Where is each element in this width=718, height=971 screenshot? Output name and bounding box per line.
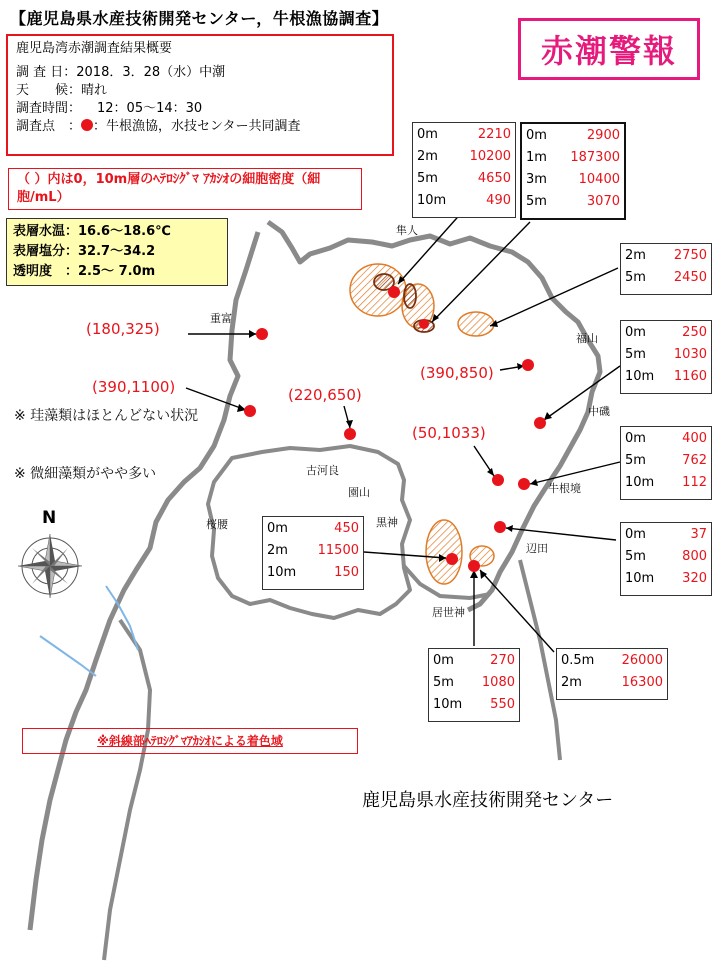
station-box-east <box>620 243 712 295</box>
depth-table: 0m 2900 1m 187300 3m 10400 5m 3070 <box>526 127 620 209</box>
compass-rose <box>18 534 82 598</box>
summary-time: 調査時間： 12：05～14：30 <box>16 101 203 116</box>
place-sonoyama: 園山 <box>348 486 370 499</box>
place-fukuyama: 福山 <box>576 332 598 345</box>
place-ushinezakai: 牛根境 <box>548 482 581 495</box>
surface-salinity: 表層塩分：32.7～34.2 <box>13 244 156 259</box>
place-kokora: 古河良 <box>306 464 339 477</box>
depth-table: 2m 2750 5m 2450 <box>625 247 707 285</box>
summary-point: 調査点 ： ：牛根漁協，水技センター共同調査 <box>16 119 301 134</box>
red-tide-patch-east <box>458 312 494 336</box>
depth-table: 0m 37 5m 800 10m 320 <box>625 526 707 586</box>
place-nakaiso: 中磯 <box>588 405 610 418</box>
station-dot-hayato-2 <box>419 319 429 329</box>
density-note: （ ）内は0，10m層のﾍﾃﾛｼｸﾞﾏ ｱｶｼｵの細胞密度（細胞/mL） <box>8 168 362 210</box>
river-line-2 <box>40 636 96 676</box>
compass-north-label: N <box>42 508 57 528</box>
station-box-koseji-a <box>428 648 520 722</box>
summary-weather: 天 候：晴れ <box>16 83 108 98</box>
depth-table: 0m 450 2m 11500 10m 150 <box>267 520 359 580</box>
depth-table: 0m 250 5m 1030 10m 1160 <box>625 324 707 384</box>
coastline-right-lower <box>520 560 560 760</box>
depth-table: 0m 400 5m 762 10m 112 <box>625 430 707 490</box>
place-henda: 辺田 <box>526 542 548 555</box>
station-box-ushine <box>620 426 712 500</box>
coord-west: (390,1100) <box>92 378 176 396</box>
red-tide-patch-kurokami <box>426 520 462 584</box>
red-tide-alert-badge: 赤潮警報 <box>518 18 700 80</box>
place-hayato: 隼人 <box>396 224 418 237</box>
summary-date: 調 査 日：2018．3．28（水）中潮 <box>16 65 226 80</box>
station-box-fukuyama <box>620 320 712 394</box>
transparency: 透明度 ：2.5～ 7.0m <box>13 264 156 279</box>
coord-center: (220,650) <box>288 386 362 404</box>
station-dot-fukuyama <box>534 417 546 429</box>
coord-north-center: (390,850) <box>420 364 494 382</box>
station-box-kurokami <box>262 516 364 590</box>
station-box-henda <box>620 522 712 596</box>
depth-table: 0m 270 5m 1080 10m 550 <box>433 652 515 712</box>
depth-table: 0.5m 26000 2m 16300 <box>561 652 663 690</box>
station-marker-icon <box>81 119 93 131</box>
coord-nakaiso: (50,1033) <box>412 424 486 442</box>
depth-table: 0m 2210 2m 10200 5m 4650 10m 490 <box>417 126 511 208</box>
station-dot-shigetomi <box>256 328 268 340</box>
station-dot-north-center <box>522 359 534 371</box>
station-dot-center <box>344 428 356 440</box>
station-dot-nakaiso <box>492 474 504 486</box>
station-dot-koseji <box>468 560 480 572</box>
water-conditions <box>6 218 228 286</box>
footer-organization: 鹿児島県水産技術開発センター <box>362 790 614 811</box>
remark-diatom: ※ 珪藻類はほとんどない状況 <box>14 408 199 424</box>
red-tide-patch-dense-2 <box>404 284 416 308</box>
station-dot-west <box>244 405 256 417</box>
coastline-bottom-left <box>104 620 150 960</box>
survey-summary <box>6 34 394 156</box>
place-haraguchi: 桜腰 <box>206 518 228 531</box>
remark-micro-algae: ※ 微細藻類がやや多い <box>14 466 157 482</box>
station-dot-ushinezakai <box>518 478 530 490</box>
page-title: 【鹿児島県水産技術開発センター，牛根漁協調査】 <box>10 9 389 28</box>
place-shigetomi: 重富 <box>210 312 232 325</box>
place-kurokami: 黒神 <box>376 516 398 529</box>
coord-shigetomi: (180,325) <box>86 320 160 338</box>
place-koseji: 居世神 <box>432 606 465 619</box>
station-box-hayato-b <box>520 122 626 220</box>
station-dot-henda <box>494 521 506 533</box>
summary-heading: 鹿児島湾赤潮調査結果概要 <box>16 41 173 56</box>
station-dot-kurokami <box>446 553 458 565</box>
surface-temperature: 表層水温：16.6～18.6℃ <box>13 224 171 239</box>
station-box-koseji-b <box>556 648 668 700</box>
station-dot-hayato <box>388 286 400 298</box>
hatched-area-legend: ※斜線部ﾍﾃﾛｼｸﾞﾏｱｶｼｵによる着色域 <box>22 728 358 754</box>
station-box-hayato-a <box>412 122 516 218</box>
